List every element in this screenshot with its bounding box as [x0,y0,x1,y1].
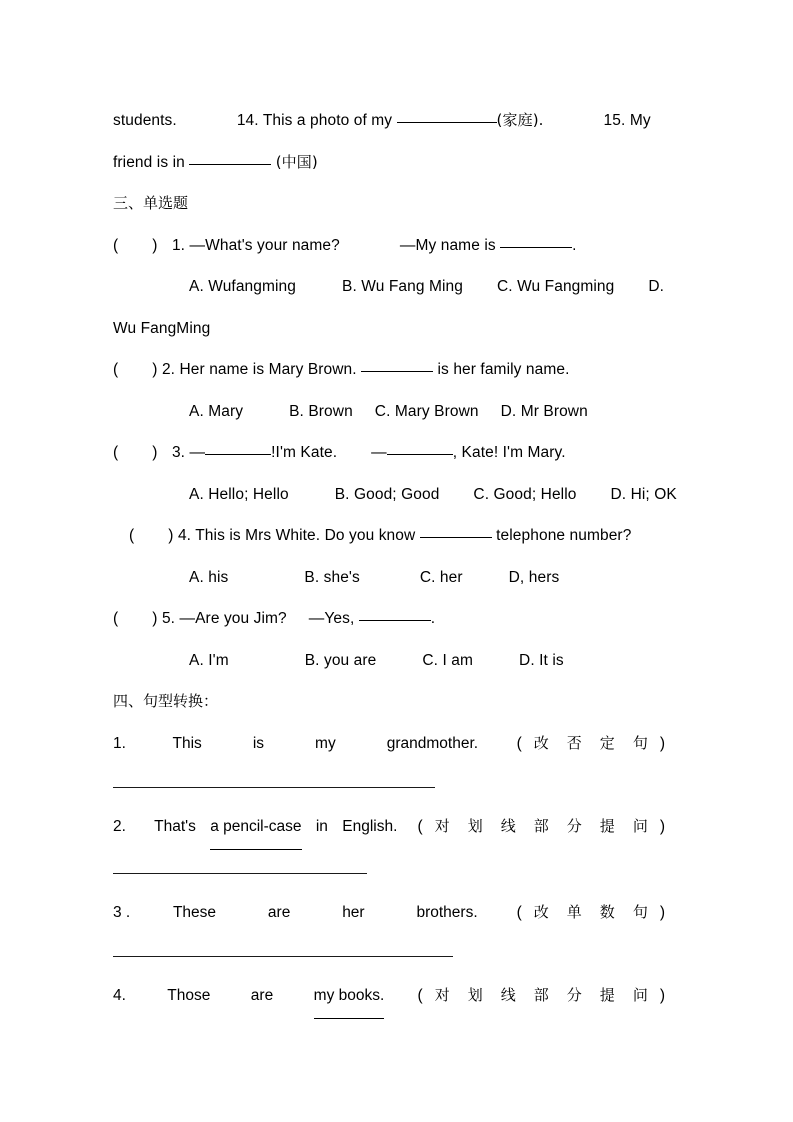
t2-instruction [415,806,668,848]
q3-option-d[interactable]: D. Hi; OK [610,485,677,503]
t1-instruction [514,723,668,765]
t3-word-1: These [172,903,217,921]
q14-hint: (家庭). [496,111,544,129]
section-four-heading: 四、句型转换： [113,692,219,710]
document-body [113,100,678,1019]
q1-bracket-close[interactable]: ) [152,236,158,254]
t4-paren-open: ( [417,987,423,1004]
q2-blank[interactable] [361,358,433,372]
t4-char-7: 问 [632,986,648,1004]
t1-paren-open: ( [516,734,522,752]
t3-paren-close: ) [659,903,665,921]
q14-number: 14. [236,112,259,129]
t1-char-2: 否 [566,733,582,752]
t2-paren-open: ( [417,818,423,835]
mc-question-2 [113,349,678,391]
fill-in-line-15 [113,142,678,184]
q4-number: 4. [177,527,192,544]
q4-blank[interactable] [420,524,492,538]
t4-word-2: are [250,987,274,1004]
t4-sentence [147,975,415,1019]
q4-bracket-close[interactable]: ) [168,527,174,544]
q5-stem-a: —Are you Jim? [179,610,287,627]
t1-number: 1. [113,734,126,752]
t4-char-6: 提 [599,986,615,1004]
q4-stem-b: telephone number? [496,527,632,544]
q4-option-d[interactable]: D, hers [508,568,560,586]
t3-word-2: are [267,903,291,921]
q3-option-c[interactable]: C. Good; Hello [473,485,577,503]
t2-char-4: 部 [533,817,549,835]
q14-blank[interactable] [397,109,497,123]
q5-option-a[interactable]: A. I'm [189,651,229,669]
q5-bracket-open: ( [113,610,119,627]
q3-bracket-close[interactable]: ) [152,444,158,461]
t4-word-1: Those [167,987,211,1004]
q4-option-b[interactable]: B. she's [304,568,360,586]
q1-option-d[interactable]: D. [648,278,665,295]
q2-stem-a: Her name is Mary Brown. [179,361,357,378]
mc-options-1 [113,266,678,308]
t3-word-4: brothers. [416,903,478,921]
q1-number: 1. [171,236,186,254]
q5-option-b[interactable]: B. you are [304,651,377,669]
section-three-heading: 三、单选题 [113,194,189,212]
t1-word-2: is [252,734,265,752]
q3-bracket-open: ( [113,444,119,461]
q15-text: My [629,112,651,129]
t1-char-1: 改 [533,733,549,752]
q1-option-a[interactable]: A. Wufangming [189,278,296,295]
q3-number: 3. [171,444,186,461]
t1-word-3: my [315,734,336,752]
t4-char-5: 分 [566,986,582,1004]
transform-item-1 [113,723,668,765]
transform-item-4 [113,975,668,1019]
t4-char-4: 部 [533,986,549,1004]
mc-options-4 [113,557,678,599]
mc-question-4 [113,515,678,557]
q5-stem-b: —Yes, [308,610,355,627]
q1-option-c[interactable]: C. Wu Fangming [496,278,615,295]
t3-char-4: 句 [632,902,648,921]
mc-options-2 [113,391,678,433]
t1-sentence [147,723,514,765]
t2-sentence [147,806,415,850]
t2-char-5: 分 [566,817,582,835]
mc-options-3 [113,474,678,516]
q2-option-c[interactable]: C. Mary Brown [374,402,479,420]
q3-dash-a: — [189,444,206,461]
q15-number: 15. [603,112,626,129]
q1-blank[interactable] [500,234,572,248]
t4-paren-close: ) [659,987,665,1004]
t4-instruction [415,975,668,1017]
t2-word-3: in [315,818,328,835]
q2-option-a[interactable]: A. Mary [189,402,244,420]
t3-answer-line[interactable] [113,956,453,957]
t3-word-3: her [342,903,365,921]
q2-bracket-open: ( [113,361,119,378]
q3-blank-b[interactable] [387,441,453,455]
t1-char-3: 定 [599,733,615,752]
q4-option-a[interactable]: A. his [189,568,229,586]
mc-question-1 [113,225,678,267]
q5-bracket-close[interactable]: ) [152,610,158,627]
t3-char-1: 改 [533,902,549,921]
t4-char-1: 对 [434,986,450,1004]
t1-paren-close: ) [659,734,665,752]
q2-option-b[interactable]: B. Brown [289,402,353,420]
mc-question-3 [113,432,678,474]
q15-blank[interactable] [189,151,271,165]
t3-instruction [514,892,668,934]
t3-char-3: 数 [599,902,615,921]
q14-text: This a photo of my [262,112,393,129]
t3-sentence [147,892,514,934]
q2-bracket-close[interactable]: ) [152,361,158,378]
q5-blank[interactable] [359,607,431,621]
q2-stem-b: is her family name. [437,361,570,378]
t4-char-2: 划 [467,986,483,1004]
q3-stem-a-tail: !I'm Kate. [271,444,338,461]
t2-char-1: 对 [434,817,450,835]
mc-options-5 [113,640,678,682]
t4-underlined-phrase: my books. [314,975,385,1019]
t2-word-1: That's [154,818,196,835]
transform-item-2 [113,806,668,850]
t2-paren-close: ) [659,818,665,835]
t2-number: 2. [113,818,126,835]
q15-hint: (中国) [275,152,318,171]
q1-option-b[interactable]: B. Wu Fang Ming [342,278,463,295]
q2-option-d[interactable]: D. Mr Brown [500,402,588,420]
q4-option-c[interactable]: C. her [419,568,463,586]
t2-answer-line[interactable] [113,873,367,874]
t2-char-6: 提 [599,817,615,835]
q1-stem-a: —What's your name? [189,236,340,254]
t4-number: 4. [113,987,126,1004]
t2-char-3: 线 [500,817,516,835]
fill-in-line-14 [113,100,678,142]
q5-stem-tail: . [430,610,436,627]
q1-stem-b: —My name is [399,236,496,254]
carryover-word: students. [113,112,177,129]
t2-char-2: 划 [467,817,483,835]
t3-paren-open: ( [516,903,522,921]
t2-word-4: English. [342,818,398,835]
q2-number: 2. [161,361,176,378]
t1-char-4: 句 [632,733,648,752]
q1-stem-tail: . [572,236,577,254]
q3-option-a[interactable]: A. Hello; Hello [189,485,289,503]
t2-underlined-phrase: a pencil-case [210,806,301,850]
q5-option-d[interactable]: D. It is [519,651,564,669]
q3-stem-b-tail: , Kate! I'm Mary. [452,444,566,461]
mc-options-1-cont[interactable]: Wu FangMing [113,319,211,337]
q4-stem-a: This is Mrs White. Do you know [195,527,416,544]
t2-char-7: 问 [632,817,648,835]
q3-dash-b: — [371,444,387,461]
q4-bracket-open: ( [129,527,135,544]
q15-line2-text: friend is in [113,153,185,171]
transform-item-3 [113,892,668,934]
q3-blank-a[interactable] [205,441,271,455]
q5-number: 5. [161,610,176,627]
t4-char-3: 线 [500,986,516,1004]
q5-option-c[interactable]: C. I am [422,651,474,669]
t3-char-2: 单 [566,902,582,921]
q3-option-b[interactable]: B. Good; Good [334,485,440,503]
t3-number: 3 . [113,903,131,921]
t1-word-4: grandmother. [386,734,479,752]
t1-answer-line[interactable] [113,787,435,788]
q1-bracket-open: ( [113,236,119,254]
mc-question-5 [113,598,678,640]
t1-word-1: This [172,734,202,752]
